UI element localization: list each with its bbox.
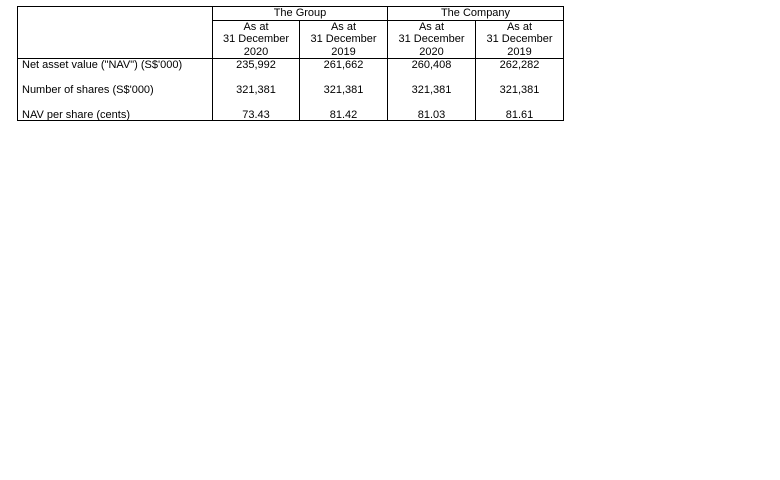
table-cell: 81.03 xyxy=(417,109,446,121)
row-labels-cell xyxy=(18,59,213,121)
table-cell: 81.61 xyxy=(505,109,534,121)
table-cell: 261,662 xyxy=(323,59,364,71)
column-header-line: 2019 xyxy=(507,45,532,58)
values-company-2019 xyxy=(476,59,564,121)
table-cell: 321,381 xyxy=(411,84,452,96)
table-cell: 262,282 xyxy=(499,59,540,71)
column-header-line: 31 December xyxy=(486,33,553,45)
column-header-line: 31 December xyxy=(310,33,377,45)
values-group-2019 xyxy=(300,59,388,121)
row-label-nav: Net asset value ("NAV") (S$'000) xyxy=(22,59,183,71)
column-header-line: 2020 xyxy=(419,45,444,58)
table-cell: 321,381 xyxy=(236,84,276,96)
column-header-line: As at xyxy=(243,20,269,33)
column-header-group-2020 xyxy=(213,20,300,59)
column-header-line: 2019 xyxy=(331,45,356,58)
blank-header-cell xyxy=(18,7,213,59)
column-header-line: 31 December xyxy=(398,33,465,45)
row-label-nav-per-share: NAV per share (cents) xyxy=(22,109,131,121)
data-body-row xyxy=(18,59,564,121)
row-label-shares: Number of shares (S$'000) xyxy=(22,84,154,96)
column-header-line: 2020 xyxy=(243,45,269,58)
column-header-company-2019 xyxy=(476,20,564,59)
table-cell: 321,381 xyxy=(499,84,540,96)
column-header-line: As at xyxy=(418,20,445,33)
values-company-2020 xyxy=(388,59,476,121)
company-header: The Company xyxy=(388,7,564,21)
column-header-group-2019 xyxy=(300,20,388,59)
group-header: The Group xyxy=(213,7,388,21)
header-row-groups xyxy=(18,7,564,21)
column-header-line: As at xyxy=(330,20,357,33)
column-header-line: As at xyxy=(506,20,533,33)
nav-table xyxy=(17,6,564,121)
table-cell: 81.42 xyxy=(329,109,358,121)
values-group-2020 xyxy=(213,59,300,121)
table-cell: 235,992 xyxy=(236,59,276,71)
table-cell: 73.43 xyxy=(242,109,270,121)
table-cell: 260,408 xyxy=(411,59,452,71)
column-header-line: 31 December xyxy=(222,33,290,45)
table-cell: 321,381 xyxy=(323,84,364,96)
column-header-company-2020 xyxy=(388,20,476,59)
